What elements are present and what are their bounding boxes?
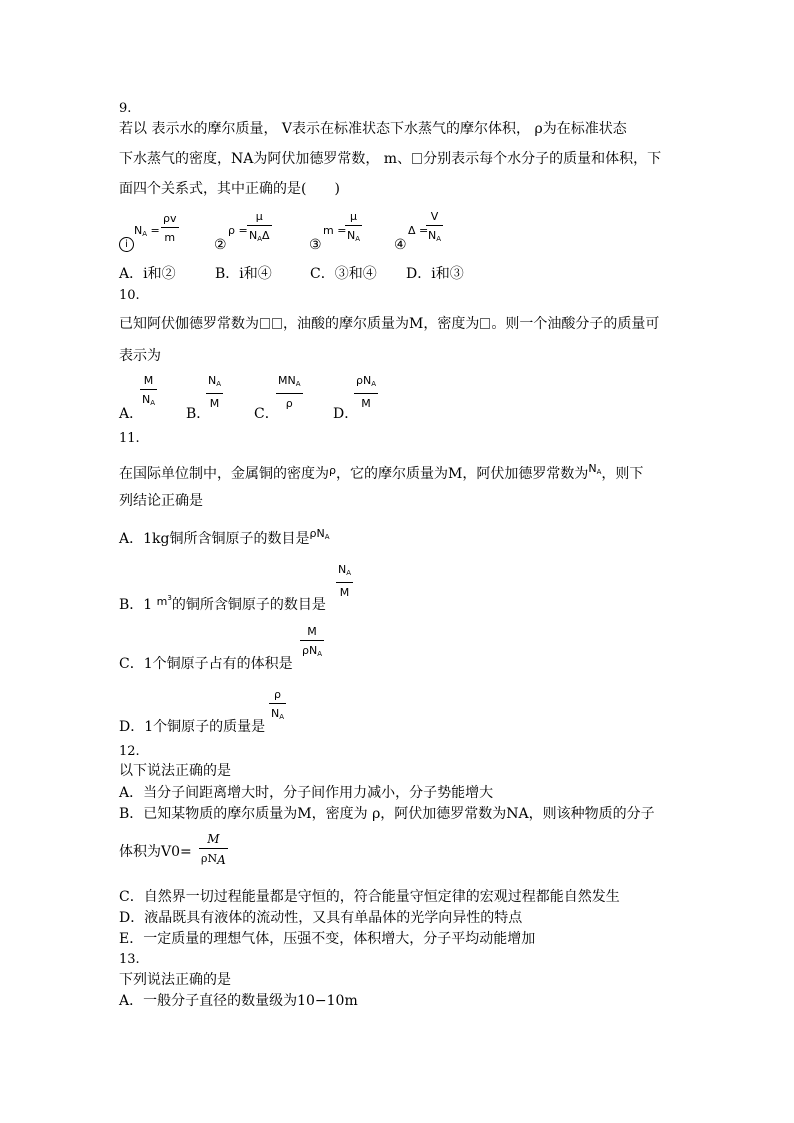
- q10-b-fraction: $N_A$ M: [208, 374, 222, 410]
- q9-option-c: C．③和④: [310, 266, 377, 282]
- q9-number: 9.: [119, 101, 132, 116]
- q11-option-d: D．1个铜原子的质量是: [119, 719, 266, 735]
- q12-b-fraction: M $\rho N_A$: [201, 832, 226, 867]
- q12-number: 12.: [119, 744, 140, 759]
- q10-line-1: 已知阿伏伽德罗常数为 ，油酸的摩尔质量为M，密度为 。则一个油酸分子的质量可: [119, 316, 660, 332]
- formula-3-fraction: μ $N_A$: [347, 210, 361, 243]
- formula-label-4: ④: [394, 237, 407, 253]
- missing-glyph-icon: [412, 153, 422, 164]
- q11-option-c: C．1个铜原子占有的体积是: [119, 656, 293, 672]
- formula-3-lhs: m =: [323, 224, 347, 237]
- q10-d-fraction: $\rho N_A$ M: [356, 374, 377, 410]
- q12-option-b-line-2: 体积为V0=: [119, 844, 192, 860]
- q10-c-fraction: $MN_A$ ρ: [278, 374, 301, 410]
- q9-option-d: D．ⅰ和③: [406, 266, 464, 282]
- q9-option-a: A．ⅰ和②: [119, 266, 176, 282]
- q9-line-2a: 下水蒸气的密度，NA为阿伏加德罗常数， m、: [119, 151, 412, 167]
- q11-d-fraction: ρ $N_A$: [271, 688, 285, 721]
- q11-line-1: 在国际单位制中，金属铜的密度为$^\rho$，它的摩尔质量为M，阿伏加德罗常数为$^{N_A}$，则下: [119, 462, 644, 482]
- formula-label-2: ②: [214, 237, 227, 253]
- q9-line-3: 面四个关系式，其中正确的是( ): [119, 181, 340, 197]
- q12-option-c: C．自然界一切过程能量都是守恒的，符合能量守恒定律的宏观过程都能自然发生: [119, 889, 620, 905]
- missing-glyph-icon: [260, 318, 270, 329]
- formula-2-fraction: μ $N_A\Delta$: [249, 210, 270, 243]
- q12-option-a: A．当分子间距离增大时，分子间作用力减小，分子势能增大: [119, 785, 494, 801]
- q13-stem: 下列说法正确的是: [119, 972, 231, 988]
- q9-line-1: 若以 表示水的摩尔质量， V表示在标准状态下水蒸气的摩尔体积， ρ为在标准状态: [119, 121, 627, 137]
- q12-option-b-line-1: B．已知某物质的摩尔质量为M，密度为 ρ，阿伏加德罗常数为NA，则该种物质的分子: [119, 806, 655, 822]
- q12-stem: 以下说法正确的是: [119, 763, 231, 779]
- q11-option-a: A．1kg铜所含铜原子的数目是$^{\rho N_A}$: [119, 527, 330, 547]
- q11-b-fraction: $N_A$ M: [338, 563, 352, 599]
- q10-number: 10.: [119, 288, 140, 303]
- q9-option-b: B．ⅰ和④: [215, 266, 272, 282]
- formula-4-lhs: Δ =: [408, 224, 429, 237]
- formula-1-fraction: ρv m: [163, 212, 177, 244]
- q11-c-fraction: M $\rho N_A$: [302, 625, 323, 658]
- q10-a-fraction: M $N_A$: [142, 374, 156, 407]
- q11-option-b: B．1 $^{m^3}$的铜所含铜原子的数目是: [119, 594, 326, 613]
- formula-label-1: ⅰ: [119, 237, 134, 252]
- q13-option-a: A．一般分子直径的数量级为10−10m: [119, 993, 358, 1009]
- q11-number: 11.: [119, 431, 140, 446]
- formula-label-3: ③: [309, 237, 322, 253]
- missing-glyph-icon: [272, 318, 282, 329]
- q10-line-2: 表示为: [119, 348, 161, 364]
- q13-number: 13.: [119, 952, 140, 967]
- q9-line-2: [119, 150, 661, 168]
- formula-1-lhs: $N_A$ =: [134, 224, 160, 238]
- q12-option-d: D．液晶既具有液体的流动性，又具有单晶体的光学向异性的特点: [119, 910, 523, 926]
- q9-line-2b: 分别表示每个水分子的质量和体积，下: [423, 151, 662, 167]
- formula-4-fraction: V $N_A$: [428, 210, 442, 243]
- q11-line-2: 列结论正确是: [119, 493, 203, 509]
- formula-2-lhs: ρ =: [228, 224, 248, 237]
- missing-glyph-icon: [480, 318, 490, 329]
- q12-option-e: E．一定质量的理想气体，压强不变，体积增大，分子平均动能增加: [119, 931, 536, 947]
